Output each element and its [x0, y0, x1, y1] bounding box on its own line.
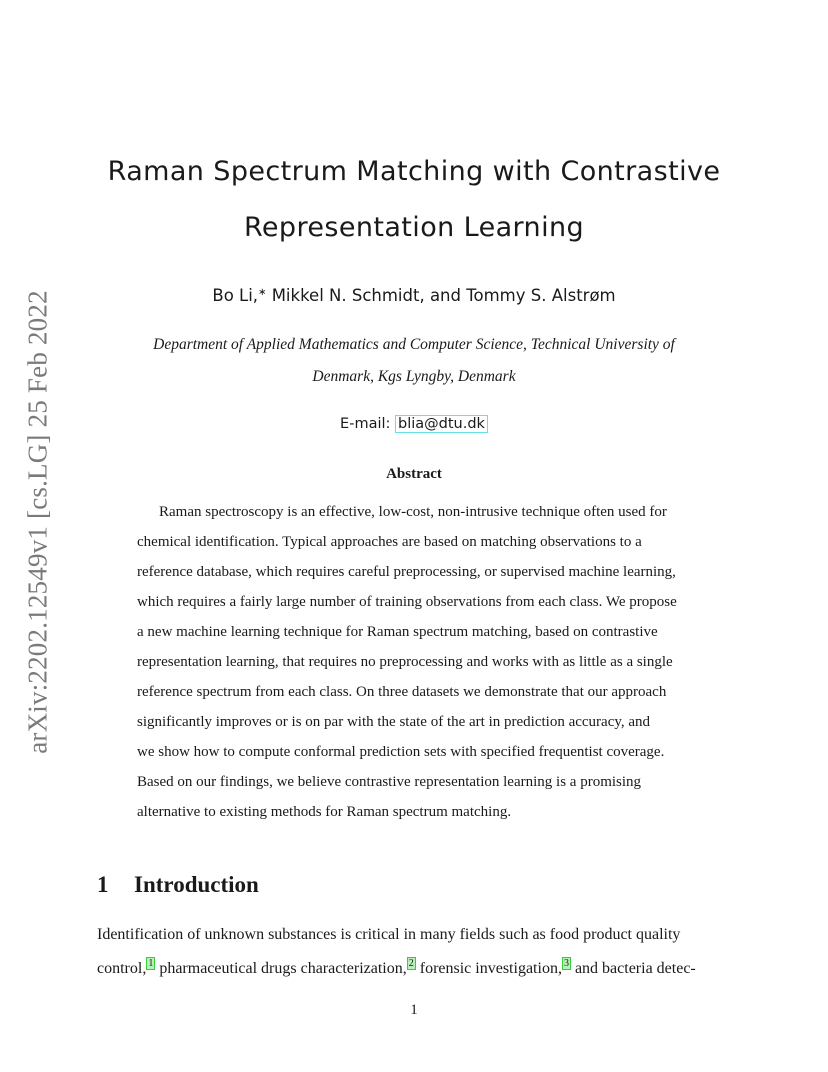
intro-text: control,	[97, 960, 147, 977]
abstract-line: significantly improves or is on par with the state of the art in prediction accuracy, and	[137, 714, 651, 730]
citation-link[interactable]: 3	[563, 958, 569, 969]
intro-line-1: Identification of unknown substances is critical in many fields such as food product quality	[97, 926, 681, 943]
abstract-line: reference spectrum from each class. On three datasets we demonstrate that our approach	[137, 684, 667, 700]
email-link[interactable]: blia@dtu.dk	[395, 415, 488, 433]
abstract-line: a new machine learning technique for Raman spectrum matching, based on contrastive	[137, 624, 658, 640]
abstract-line: we show how to compute conformal prediction sets with specified frequentist coverage.	[137, 744, 665, 760]
abstract-line: which requires a fairly large number of training observations from each class. We propose	[137, 594, 677, 610]
section-number: 1	[97, 872, 109, 897]
abstract-line: Based on our findings, we believe contrastive representation learning is a promising	[137, 774, 642, 790]
abstract-line: alternative to existing methods for Raman spectrum matching.	[137, 804, 512, 820]
paper-title-line-1: Raman Spectrum Matching with Contrastive	[107, 156, 721, 187]
corresponding-author-mark: ∗	[258, 287, 267, 298]
author-first: Bo Li,	[212, 286, 259, 305]
abstract-line: Raman spectroscopy is an effective, low-cost, non-intrusive technique often used for	[159, 504, 667, 520]
section-heading	[97, 872, 259, 898]
citation-link[interactable]: 1	[148, 958, 154, 969]
intro-text: forensic investigation,	[415, 960, 562, 977]
affiliation-line-1: Department of Applied Mathematics and Computer Science, Technical University of	[153, 336, 675, 353]
page-number: 1	[410, 1002, 418, 1018]
abstract-heading: Abstract	[386, 466, 442, 482]
email-line	[0, 416, 828, 432]
intro-line-2	[97, 958, 696, 978]
abstract-line: representation learning, that requires no preprocessing and works with as little as a single	[137, 654, 673, 670]
affiliation-line-2: Denmark, Kgs Lyngby, Denmark	[312, 368, 516, 385]
arxiv-identifier: arXiv:2202.12549v1 [cs.LG] 25 Feb 2022	[22, 290, 53, 754]
intro-text: and bacteria detec-	[570, 960, 696, 977]
abstract-line: reference database, which requires careful preprocessing, or supervised machine learning,	[137, 564, 676, 580]
citation-link[interactable]: 2	[408, 958, 414, 969]
section-title: Introduction	[134, 872, 259, 897]
email-label: E-mail:	[340, 416, 396, 432]
abstract-line: chemical identification. Typical approaches are based on matching observations to a	[137, 534, 642, 550]
intro-text: pharmaceutical drugs characterization,	[155, 960, 407, 977]
author-list	[0, 286, 828, 305]
paper-title-line-2: Representation Learning	[243, 212, 585, 243]
author-rest: Mikkel N. Schmidt, and Tommy S. Alstrøm	[266, 286, 616, 305]
